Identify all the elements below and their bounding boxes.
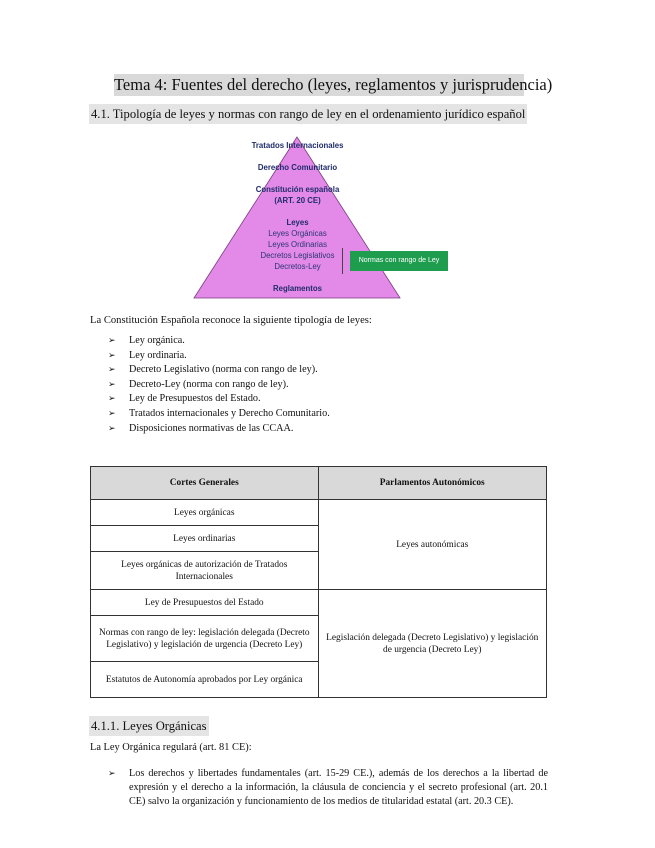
arrow-bullet-icon: ➢ [108,408,116,419]
list-item: ➢ Tratados internacionales y Derecho Comunitario. [108,407,330,422]
arrow-bullet-icon: ➢ [108,769,116,779]
header-cortes-generales: Cortes Generales [91,467,319,500]
norm-hierarchy-pyramid [190,135,460,305]
table-cell: Leyes ordinarias [91,526,319,552]
subsection-heading: 4.1.1. Leyes Orgánicas [89,716,209,736]
table-cell: Leyes orgánicas de autorización de Tratados Internacionales [91,552,319,590]
level-tratados: Tratados Internacionales [251,141,344,150]
level-constitucion: Constitución española [255,185,340,194]
arrow-bullet-icon: ➢ [108,394,116,405]
intro-text: La Constitución Española reconoce la siguiente tipología de leyes: [90,315,372,326]
list-item: ➢ Ley ordinaria. [108,349,330,364]
section-heading: 4.1. Tipología de leyes y normas con rango de ley en el ordenamiento jurídico español [89,104,527,124]
level-comunitario: Derecho Comunitario [257,163,338,172]
list-item [108,767,548,810]
level-decretos-ley: Decretos-Ley [274,262,321,271]
table-cell: Normas con rango de ley: legislación delegada (Decreto Legislativo) y legislación de urgencia (Decreto Ley) [91,616,319,662]
arrow-bullet-icon: ➢ [108,365,116,376]
page-title: Tema 4: Fuentes del derecho (leyes, reglamentos y jurisprudencia) [114,75,553,94]
competences-table [90,466,547,698]
list-item: ➢ Ley de Presupuestos del Estado. [108,392,330,407]
list-item: ➢ Decreto Legislativo (norma con rango de ley). [108,363,330,378]
arrow-bullet-icon: ➢ [108,379,116,390]
list-item: ➢ Ley orgánica. [108,334,330,349]
table-cell: Ley de Presupuestos del Estado [91,590,319,616]
level-organicas: Leyes Orgánicas [268,229,327,238]
callout-divider [342,248,343,274]
organica-item-text: Los derechos y libertades fundamentales (art. 15-29 CE.), además de los derechos a la libertad de expresión y el derecho a la información, la cláusula de conciencia y el secreto profesional (art. 20.1 CE) salvo la organización y funcionamiento de los medios de titularidad estatal (art. 20.3 CE). [129,768,548,808]
level-reglamentos: Reglamentos [273,284,322,293]
level-constitucion-ref: (ART. 20 CE) [274,196,321,205]
list-item: ➢ Decreto-Ley (norma con rango de ley). [108,378,330,393]
law-types-list [108,334,330,436]
list-item: ➢ Disposiciones normativas de las CCAA. [108,422,330,437]
organica-intro: La Ley Orgánica regulará (art. 81 CE): [90,742,252,753]
arrow-bullet-icon: ➢ [108,350,116,361]
table-cell: Leyes autonómicas [318,500,547,590]
arrow-bullet-icon: ➢ [108,423,116,434]
arrow-bullet-icon: ➢ [108,336,116,346]
organica-list [108,767,548,810]
table-cell: Leyes orgánicas [91,500,319,526]
table-cell: Estatutos de Autonomía aprobados por Ley orgánica [91,662,319,698]
header-parlamentos-autonomicos: Parlamentos Autonómicos [318,467,547,500]
level-ordinarias: Leyes Ordinarias [268,240,327,249]
level-legislativos: Decretos Legislativos [260,251,335,260]
level-leyes: Leyes [286,218,309,227]
rango-ley-callout: Normas con rango de Ley [350,251,448,271]
table-cell: Legislación delegada (Decreto Legislativo) y legislación de urgencia (Decreto Ley) [318,590,547,698]
